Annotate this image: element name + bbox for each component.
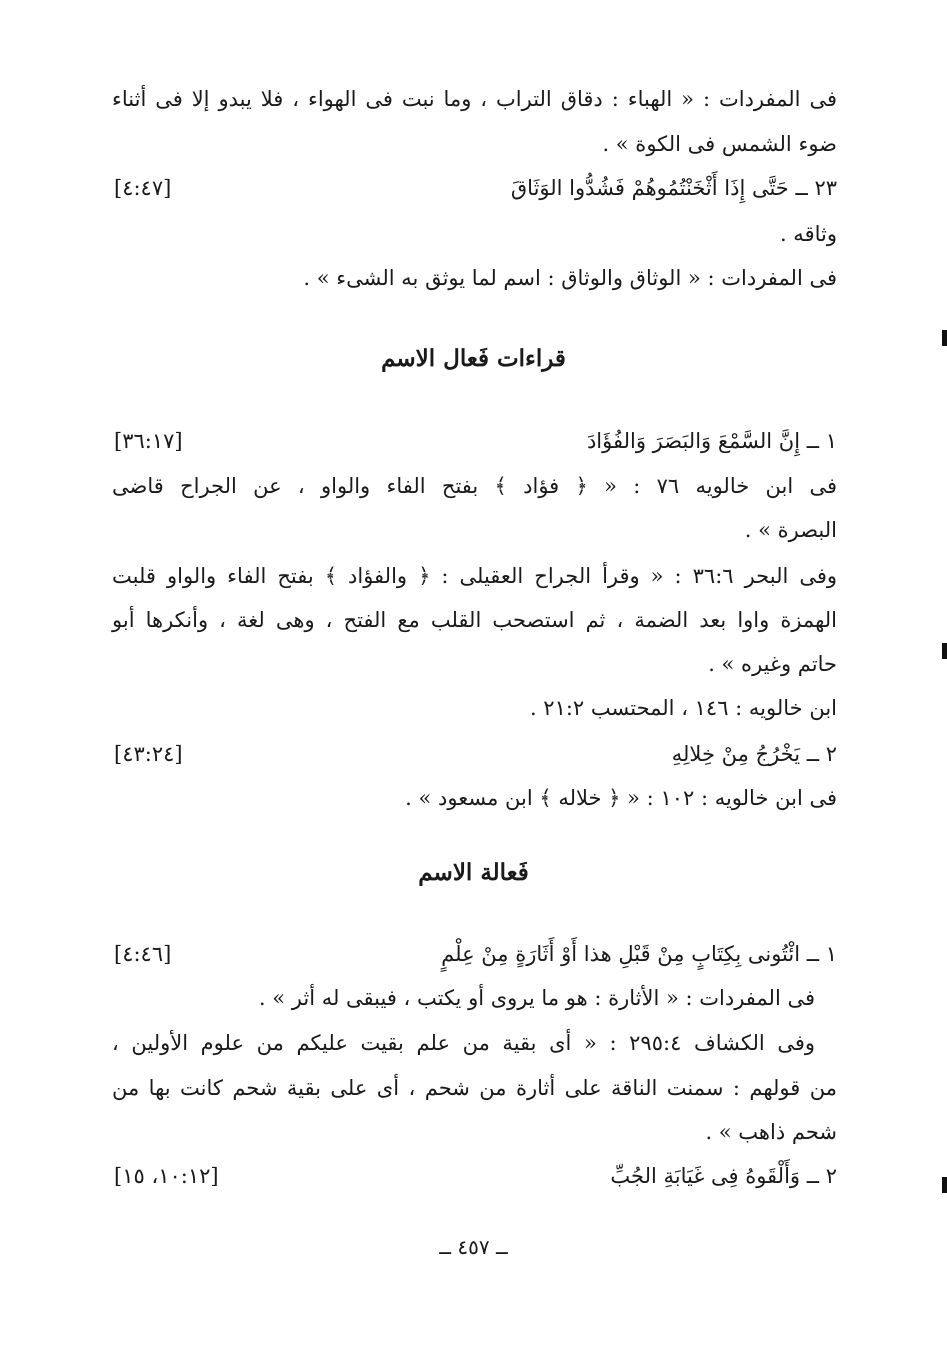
verse-line: ١ ــ إِنَّ السَّمْعَ وَالبَصَرَ وَالفُؤَادَ — [586, 429, 837, 453]
text-line: الهمزة واوا بعد الضمة ، ثم استصحب القلب مع الفتح ، وهى لغة ، وأنكرها أبو — [112, 608, 837, 632]
text-line: من قولهم : سمنت الناقة على أثارة من شحم ، أى على بقية شحم كانت بها من — [112, 1076, 837, 1100]
section-heading: فَعالة الاسم — [418, 859, 529, 886]
verse-reference: [١٠:١٢، ١٥] — [114, 1164, 219, 1188]
text-line: فى المفردات : « الهباء : دقاق التراب ، وما نبت فى الهواء ، فلا يبدو إلا فى أثناء — [112, 87, 837, 111]
text-line: شحم ذاهب » . — [705, 1120, 837, 1144]
text-line: فى ابن خالويه : ١٠٢ : « ﴿ خلاله ﴾ ابن مسعود » . — [405, 786, 837, 810]
text-line: ابن خالويه : ١٤٦ ، المحتسب ٢١:٢ . — [529, 696, 837, 720]
verse-line: ٢ ــ يَخْرُجُ مِنْ خِلالِهِ — [671, 742, 837, 766]
text-line: فى المفردات : « الأثارة : هو ما يروى أو يكتب ، فيبقى له أثر » . — [258, 986, 815, 1010]
text-line: ضوء الشمس فى الكوة » . — [602, 132, 837, 156]
text-line: فى ابن خالويه ٧٦ : « ﴿ فؤاد ﴾ بفتح الفاء والواو ، عن الجراح قاضى — [112, 474, 837, 498]
text-line: فى المفردات : « الوثاق والوثاق : اسم لما يوثق به الشىء » . — [303, 266, 837, 290]
section-heading: قراءات فَعال الاسم — [381, 345, 566, 372]
text-line: وثاقه . — [779, 222, 837, 246]
text-line: حاتم وغيره » . — [708, 652, 837, 676]
scan-edge-mark — [942, 643, 947, 659]
scan-edge-mark — [942, 330, 947, 346]
verse-line: ٢ ــ وَأَلْقَوهُ فِى غَيَابَةِ الجُبِّ — [610, 1164, 837, 1188]
verse-reference: [٤٣:٢٤] — [114, 742, 183, 766]
verse-line: ١ ــ ائْتُونى بِكِتَابٍ مِنْ قَبْلِ هذا أَوْ أَثَارَةٍ مِنْ عِلْمٍ — [441, 942, 837, 966]
text-line: وفى البحر ٣٦:٦ : « وقرأ الجراح العقيلى : ﴿ والفؤاد ﴾ بفتح الفاء والواو قلبت — [112, 564, 838, 588]
verse-reference: [٤:٤٦] — [114, 942, 172, 966]
text-line: البصرة » . — [744, 518, 837, 542]
verse-reference: [٤:٤٧] — [114, 176, 172, 200]
page-number: ــ ٤٥٧ ــ — [439, 1235, 508, 1259]
verse-line: ٢٣ ــ حَتَّى إِذَا أَثْخَنْتُمُوهُمْ فَشُدُّوا الوَثَاقَ — [510, 176, 837, 200]
text-line: وفى الكشاف ٢٩٥:٤ : « أى بقية من علم بقيت عليكم من علوم الأولين ، — [112, 1031, 815, 1055]
verse-reference: [٣٦:١٧] — [114, 429, 183, 453]
scan-edge-mark — [942, 1177, 947, 1193]
